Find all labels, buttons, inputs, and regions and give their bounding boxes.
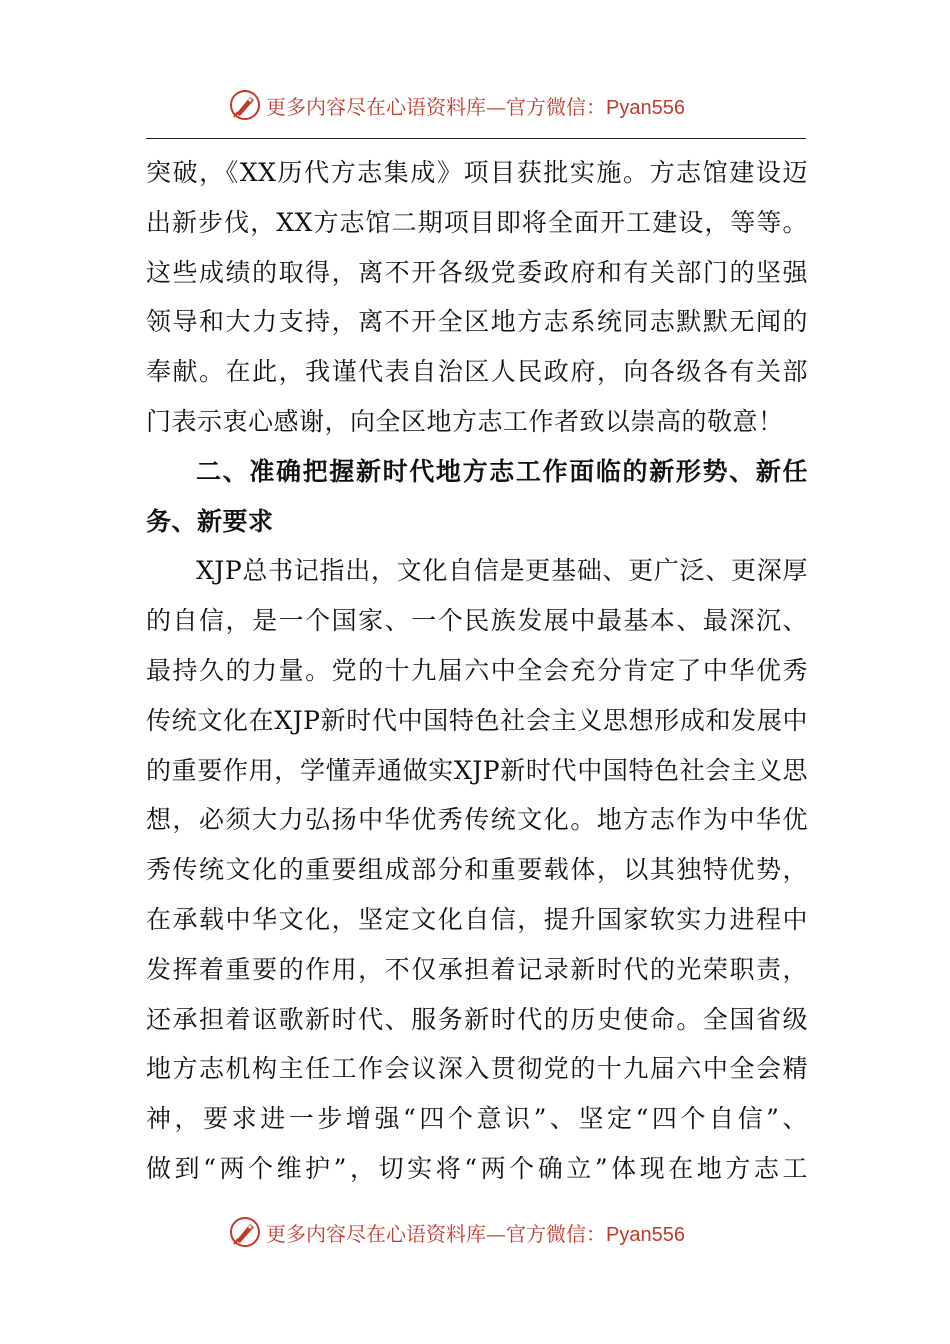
banner-contact: 官方微信：Pyan556 (506, 1223, 685, 1246)
document-body (146, 148, 808, 1194)
text-line: 突破，《XX历代方志集成》项目获批实施。方志馆建设迈 (146, 158, 808, 187)
banner-text (266, 91, 685, 120)
text-line: 还承担着讴歌新时代、服务新时代的历史使命。全国省级 (146, 1004, 808, 1034)
text-line: 的自信，是一个国家、一个民族发展中最基本、最深沉、 (146, 606, 808, 636)
text-line: XJP总书记指出，文化自信是更基础、更广泛、更深厚 (196, 556, 808, 586)
text-line: 地方志机构主任工作会议深入贯彻党的十九届六中全会精 (146, 1054, 808, 1084)
banner-title: 更多内容尽在心语资料库 (266, 1221, 486, 1246)
text-line: 想，必须大力弘扬中华优秀传统文化。地方志作为中华优 (146, 805, 808, 835)
section-heading: 二、准确把握新时代地方志工作面临的新形势、新任 (196, 456, 808, 486)
text-line: 这些成绩的取得，离不开各级党委政府和有关部门的坚强 (146, 257, 808, 287)
text-line: 领导和大力支持，离不开全区地方志系统同志默默无闻的 (146, 307, 808, 337)
banner-title: 更多内容尽在心语资料库 (266, 94, 486, 119)
footer-banner (0, 1211, 950, 1251)
header-divider (146, 138, 806, 139)
section-heading-continued: 务、新要求 (146, 506, 274, 536)
text-line: 在承载中华文化，坚定文化自信，提升国家软实力进程中 (146, 904, 808, 934)
banner-contact: 官方微信：Pyan556 (506, 96, 685, 119)
banner-separator: — (486, 1221, 506, 1246)
banner-text (266, 1218, 685, 1247)
pen-nib-logo-icon (228, 88, 262, 122)
text-line: 传统文化在XJP新时代中国特色社会主义思想形成和发展中 (146, 705, 808, 735)
text-line: 的重要作用，学懂弄通做实XJP新时代中国特色社会主义思 (146, 755, 808, 785)
text-line: 门表示衷心感谢，向全区地方志工作者致以崇高的敬意！ (146, 406, 784, 436)
banner-separator: — (486, 94, 506, 119)
text-line: 最持久的力量。党的十九届六中全会充分肯定了中华优秀 (146, 655, 808, 685)
text-line: 出新步伐，XX方志馆二期项目即将全面开工建设，等等。 (146, 207, 808, 237)
text-line: 发挥着重要的作用，不仅承担着记录新时代的光荣职责， (146, 954, 808, 984)
text-line: 神，要求进一步增强“四个意识”、坚定“四个自信”、 (146, 1104, 808, 1134)
text-line: 秀传统文化的重要组成部分和重要载体，以其独特优势， (146, 855, 808, 885)
text-line: 做到“两个维护”，切实将“两个确立”体现在地方志工 (146, 1153, 808, 1183)
pen-nib-logo-icon (228, 1215, 262, 1249)
header-banner (0, 84, 950, 124)
text-line: 奉献。在此，我谨代表自治区人民政府，向各级各有关部 (146, 357, 808, 387)
